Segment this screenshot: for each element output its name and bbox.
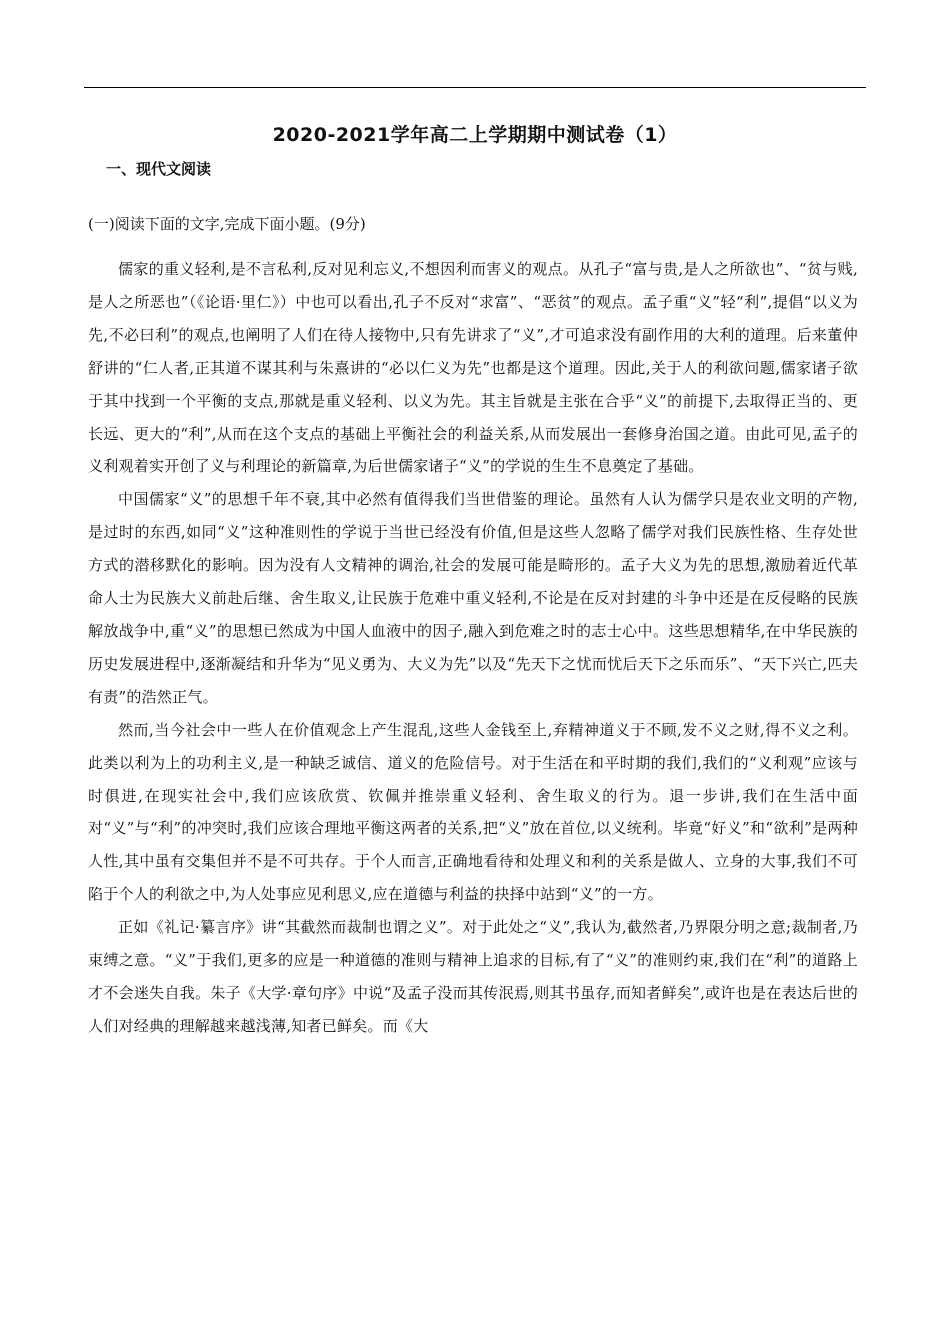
reading-passage bbox=[88, 253, 858, 1043]
passage-paragraph-2: 中国儒家“义”的思想千年不衰,其中必然有值得我们当世借鉴的理论。虽然有人认为儒学只是农业文明的产物,是过时的东西,如同“义”这种准则性的学说于当世已经没有价值,但是这些人忽略了儒学对我们民族性格、生存处世方式的潜移默化的影响。因为没有人文精神的调治,社会的发展可能是畸形的。孟子大义为先的思想,激励着近代革命人士为民族大义前赴后继、舍生取义,让民族于危难中重义轻利,不论是在反对封建的斗争中还是在反侵略的民族解放战争中,重“义”的思想已然成为中国人血液中的因子,融入到危难之时的志士心中。这些思想精华,在中华民族的历史发展进程中,逐渐凝结和升华为“见义勇为、大义为先”以及“先天下之忧而忧后天下之乐而乐”、“天下兴亡,匹夫有责”的浩然正气。 bbox=[88, 490, 858, 706]
question-instruction: (一)阅读下面的文字,完成下面小题。(9分) bbox=[88, 215, 366, 233]
section-heading: 一、现代文阅读 bbox=[106, 160, 212, 178]
passage-paragraph-1: 儒家的重义轻利,是不言私利,反对见利忘义,不想因利而害义的观点。从孔子“富与贵,是人之所欲也”、“贫与贱,是人之所恶也”（《论语·里仁》）中也可以看出,孔子不反对“求富”、“恶贫”的观点。孟子重“义”轻“利”,提倡“以义为先,不必曰利”的观点,也阐明了人们在待人接物中,只有先讲求了“义”,才可追求没有副作用的大利的道理。后来董仲舒讲的“仁人者,正其道不谋其利与朱熹讲的“必以仁义为先”也都是这个道理。因此,关于人的利欲问题,儒家诸子欲于其中找到一个平衡的支点,那就是重义轻利、以义为先。其主旨就是主张在合乎“义”的前提下,去取得正当的、更长远、更大的“利”,从而在这个支点的基础上平衡社会的利益关系,从而发展出一套修身治国之道。由此可见,孟子的义利观着实开创了义与利理论的新篇章,为后世儒家诸子“义”的学说的生生不息奠定了基础。 bbox=[88, 260, 858, 476]
exam-title: 2020-2021学年高二上学期期中测试卷（1） bbox=[272, 124, 678, 146]
passage-paragraph-3: 然而,当今社会中一些人在价值观念上产生混乱,这些人金钱至上,弃精神道义于不顾,发不义之财,得不义之利。此类以利为上的功利主义,是一种缺乏诚信、道义的危险信号。对于生活在和平时期的我们,我们的“义利观”应该与时俱进,在现实社会中,我们应该欣赏、钦佩并推崇重义轻利、舍生取义的行为。退一步讲,我们在生活中面对“义”与“利”的冲突时,我们应该合理地平衡这两者的关系,把“义”放在首位,以义统利。毕竟“好义”和“欲利”是两种人性,其中虽有交集但并不是不可共存。于个人而言,正确地看待和处理义和利的关系是做人、立身的大事,我们不可陷于个人的利欲之中,为人处事应见利思义,应在道德与利益的抉择中站到“义”的一方。 bbox=[88, 720, 858, 904]
passage-paragraph-4: 正如《礼记·纂言序》讲“其截然而裁制也谓之义”。对于此处之“义”,我认为,截然者,乃界限分明之意;裁制者,乃束缚之意。“义”于我们,更多的应是一种道德的准则与精神上追求的目标,有了“义”的准则约束,我们在“利”的道路上才不会迷失自我。朱子《大学·章句序》中说“及孟子没而其传泯焉,则其书虽存,而知者鲜矣”,或许也是在表达后世的人们对经典的理解越来越浅薄,知者已鲜矣。而《大 bbox=[88, 918, 858, 1035]
header-rule bbox=[84, 87, 866, 88]
